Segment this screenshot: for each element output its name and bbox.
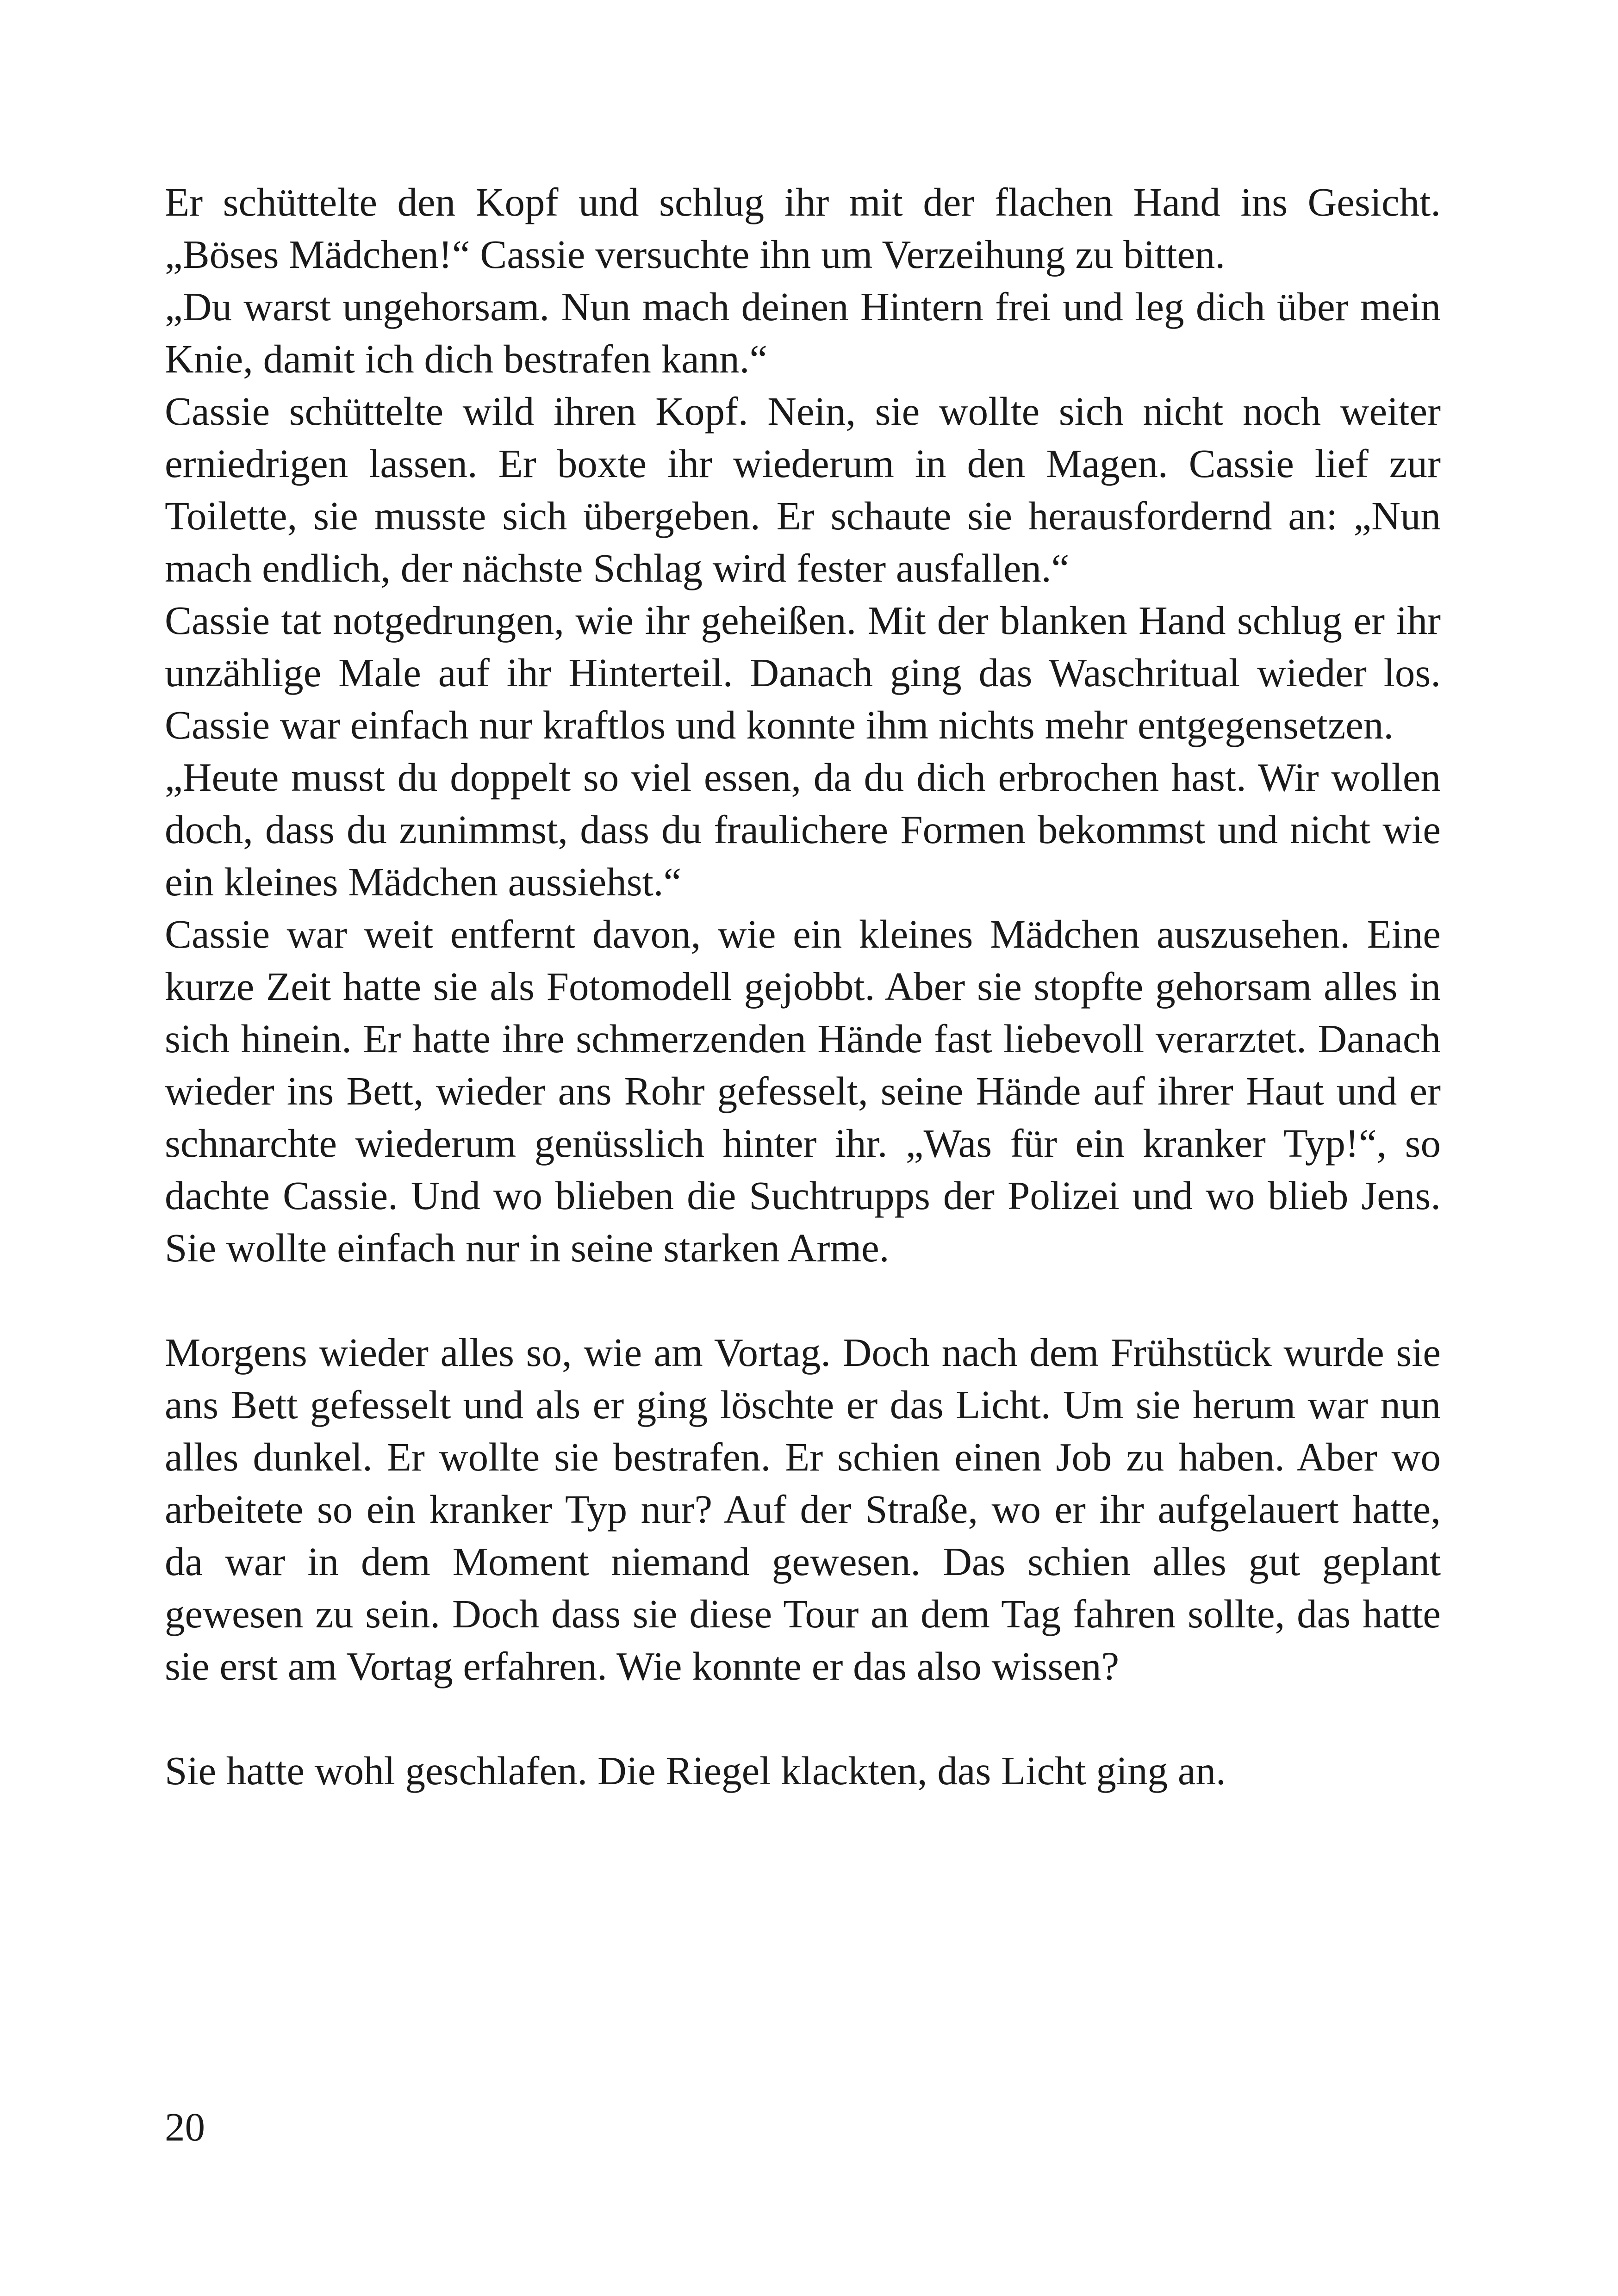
paragraph-8: Sie hatte wohl geschlafen. Die Riegel klackten, das Licht ging an. <box>165 1748 1226 1793</box>
paragraph-6: Cassie war weit entfernt davon, wie ein kleines Mädchen auszusehen. Eine kurze Zeit hatte sie als Fotomodell gejobbt. Aber sie stopfte gehorsam alles in sich hinein. Er hatte ihre schmerzenden Hände fast liebevoll verarztet. Danach wieder ins Bett, wieder ans Rohr gefesselt, seine Hände auf ihrer Haut und er schnarchte wiederum genüsslich hinter ihr. „Was für ein kranker Typ!“, so dachte Cassie. Und wo blieben die Suchtrupps der Polizei und wo blieb Jens. Sie wollte einfach nur in seine starken Arme. <box>165 912 1441 1270</box>
body-text <box>165 176 1441 1797</box>
paragraph-7: Morgens wieder alles so, wie am Vortag. Doch nach dem Frühstück wurde sie ans Bett gefesselt und als er ging löschte er das Licht. Um sie herum war nun alles dunkel. Er wollte sie bestrafen. Er schien einen Job zu haben. Aber wo arbeitete so ein kranker Typ nur? Auf der Straße, wo er ihr aufgelauert hatte, da war in dem Moment niemand gewesen. Das schien alles gut geplant gewesen zu sein. Doch dass sie diese Tour an dem Tag fahren sollte, das hatte sie erst am Vortag erfahren. Wie konnte er das also wissen? <box>165 1330 1441 1688</box>
paragraph-2: „Du warst ungehorsam. Nun mach deinen Hintern frei und leg dich über mein Knie, damit ich dich bestrafen kann.“ <box>165 284 1441 381</box>
paragraph-5: „Heute musst du doppelt so viel essen, da du dich erbrochen hast. Wir wollen doch, dass du zunimmst, dass du fraulichere Formen bekommst und nicht wie ein kleines Mädchen aussiehst.“ <box>165 755 1441 904</box>
paragraph-3: Cassie schüttelte wild ihren Kopf. Nein, sie wollte sich nicht noch weiter erniedrigen lassen. Er boxte ihr wiederum in den Magen. Cassie lief zur Toilette, sie musste sich übergeben. Er schaute sie herausfordernd an: „Nun mach endlich, der nächste Schlag wird fester ausfallen.“ <box>165 389 1441 590</box>
page-number: 20 <box>165 2104 205 2149</box>
paragraph-1: Er schüttelte den Kopf und schlug ihr mit der flachen Hand ins Gesicht. „Böses Mädchen!“ Cassie versuchte ihn um Verzeihung zu bitten. <box>165 180 1441 277</box>
paragraph-4: Cassie tat notgedrungen, wie ihr geheißen. Mit der blanken Hand schlug er ihr unzählige Male auf ihr Hinterteil. Danach ging das Waschritual wieder los. Cassie war einfach nur kraftlos und konnte ihm nichts mehr entgegensetzen. <box>165 598 1441 747</box>
